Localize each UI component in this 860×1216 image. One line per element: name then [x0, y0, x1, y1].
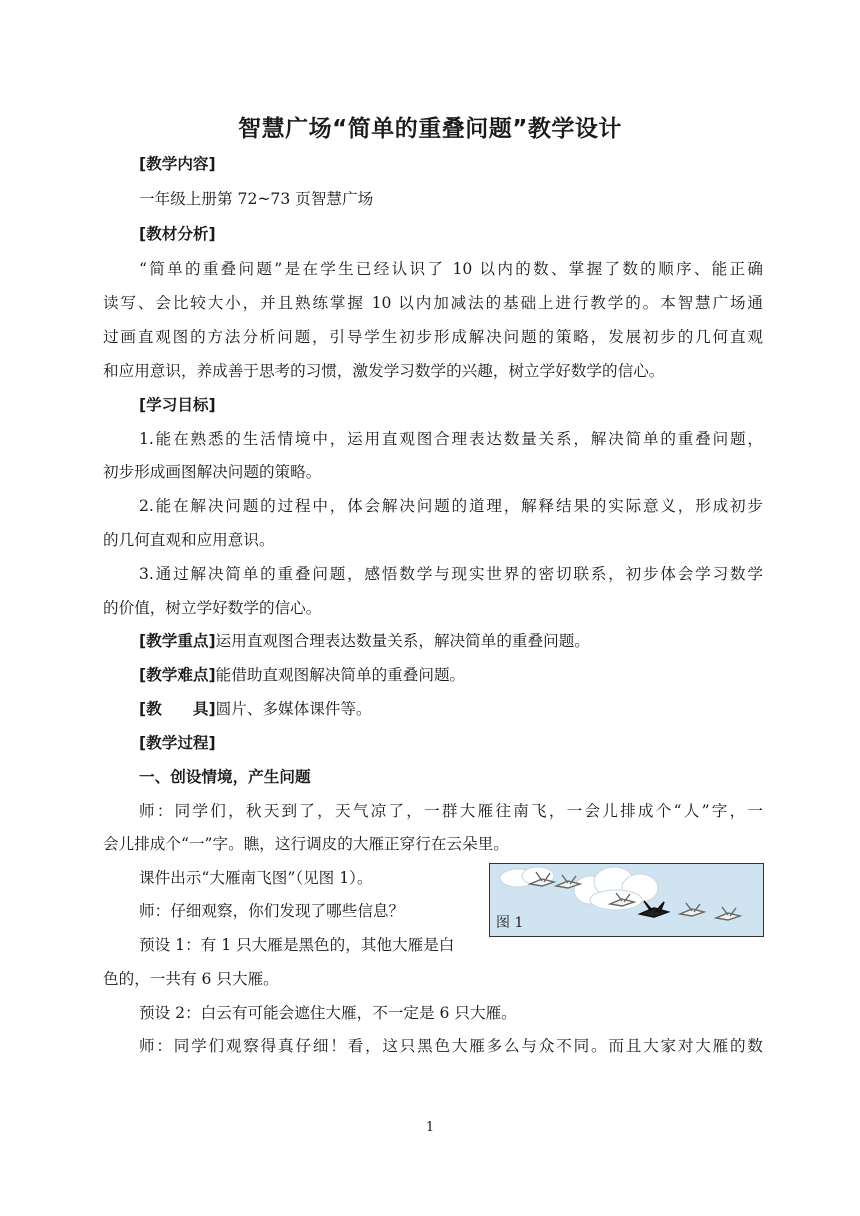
- page-number: 1: [425, 1120, 435, 1135]
- difficulty-text: 能借助直观图解决简单的重叠问题。: [215, 666, 466, 684]
- key-point-paragraph: [139, 630, 763, 652]
- black-goose: [640, 901, 668, 917]
- cloud-shape: [500, 867, 658, 910]
- goal-line: 2.能在解决问题的过程中，体会解决问题的道理，解释结果的实际意义，形成初步: [139, 497, 763, 515]
- goal-line: 初步形成画图解决问题的策略。: [103, 463, 322, 481]
- section-heading-key: [教学重点]: [139, 632, 216, 650]
- paragraph-line: 会儿排成个“一”字。瞧，这行调皮的大雁正穿行在云朵里。: [103, 835, 509, 853]
- analysis-line: 和应用意识，养成善于思考的习惯，激发学习数学的兴趣，树立学好数学的信心。: [103, 362, 665, 380]
- tools-paragraph: [139, 698, 763, 720]
- tools-text: 圆片、多媒体课件等。: [215, 700, 372, 718]
- white-goose-4: [680, 903, 704, 916]
- section-heading-difficulty: [教学难点]: [139, 666, 216, 684]
- paragraph-line: 色的，一共有 6 只大雁。: [103, 970, 279, 988]
- analysis-line: “简单的重叠问题”是在学生已经认识了 10 以内的数、掌握了数的顺序、能正确: [139, 260, 763, 278]
- paragraph-line: 课件出示“大雁南飞图”（见图 1）。: [139, 869, 373, 887]
- white-goose-5: [716, 907, 740, 920]
- geese-figure: [489, 863, 764, 937]
- paragraph-line: 师：仔细观察，你们发现了哪些信息？: [139, 902, 405, 920]
- paragraph-line: 师：同学们，秋天到了，天气凉了，一群大雁往南飞，一会儿排成个“人”字，一: [139, 802, 763, 820]
- paragraph-line: 预设 1：有 1 只大雁是黑色的，其他大雁是白: [139, 936, 455, 954]
- geese-illustration: [490, 864, 763, 936]
- step-heading: 一、创设情境，产生问题: [139, 768, 311, 786]
- paragraph-line: 师：同学们观察得真仔细！看，这只黑色大雁多么与众不同。而且大家对大雁的数: [139, 1037, 763, 1055]
- section-heading-content: [教学内容]: [139, 155, 216, 173]
- analysis-line: 读写、会比较大小，并且熟练掌握 10 以内加减法的基础上进行教学的。本智慧广场通: [103, 294, 763, 312]
- figure-label: 图 1: [496, 915, 524, 931]
- paragraph-line: 预设 2：白云有可能会遮住大雁，不一定是 6 只大雁。: [139, 1004, 517, 1022]
- key-point-text: 运用直观图合理表达数量关系，解决简单的重叠问题。: [215, 632, 590, 650]
- goal-line: 3.通过解决简单的重叠问题，感悟数学与现实世界的密切联系，初步体会学习数学: [139, 565, 763, 583]
- content-text: 一年级上册第 72~73 页智慧广场: [139, 190, 374, 208]
- section-heading-process: [教学过程]: [139, 734, 216, 752]
- section-heading-tools: [教 具]: [139, 700, 216, 718]
- goal-line: 的价值，树立学好数学的信心。: [103, 599, 322, 617]
- document-title: 智慧广场“简单的重叠问题”教学设计: [238, 116, 622, 142]
- section-heading-goals: [学习目标]: [139, 396, 216, 414]
- difficulty-paragraph: [139, 664, 763, 686]
- goal-line: 1.能在熟悉的生活情境中，运用直观图合理表达数量关系，解决简单的重叠问题，: [139, 430, 763, 448]
- goal-line: 的几何直观和应用意识。: [103, 531, 275, 549]
- section-heading-analysis: [教材分析]: [139, 225, 216, 243]
- analysis-line: 过画直观图的方法分析问题，引导学生初步形成解决问题的策略，发展初步的几何直观: [103, 328, 763, 346]
